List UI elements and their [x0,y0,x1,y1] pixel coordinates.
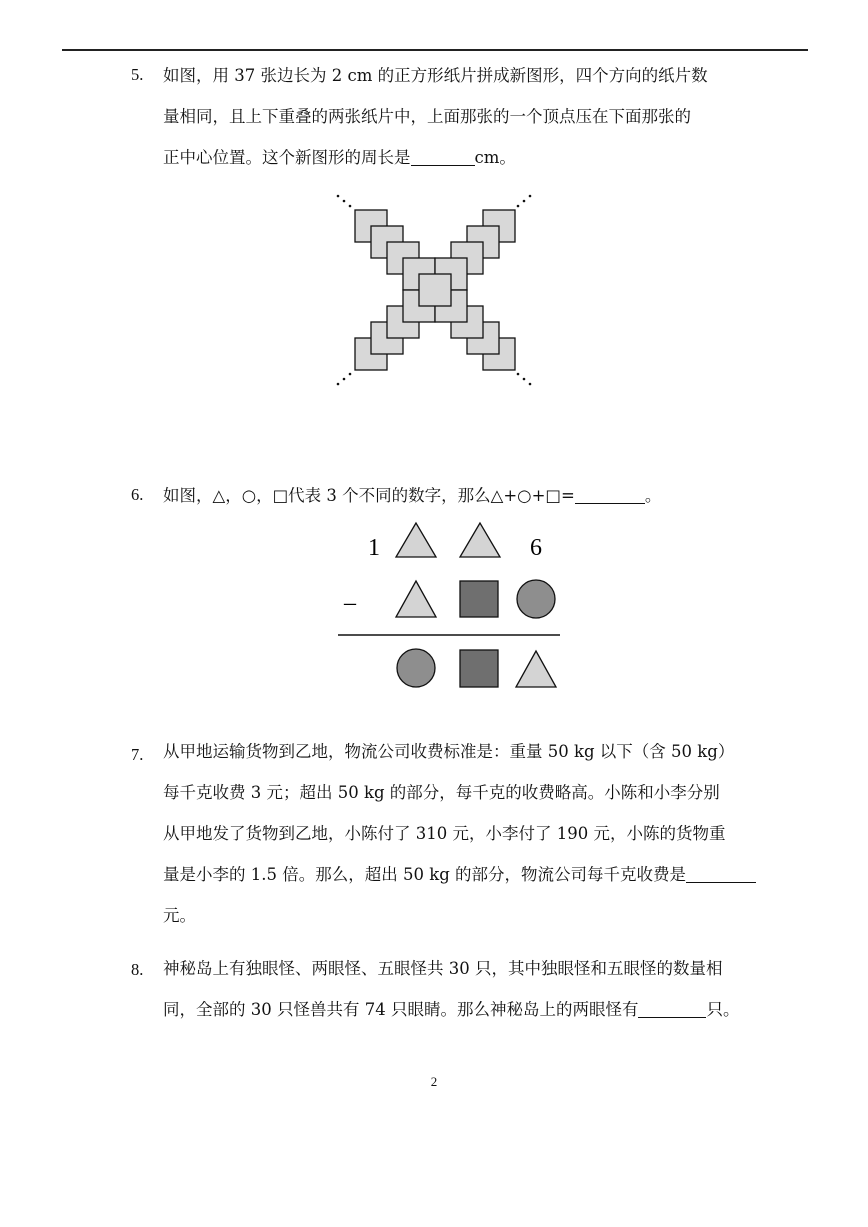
triangle-icon [460,523,500,557]
question-7-line-2: 每千克收费 3 元；超出 50 kg 的部分，每千克的收费略高。小陈和小李分别 [163,783,720,802]
square-icon [460,650,498,687]
question-5-text [163,55,763,178]
digit-1: 1 [368,535,380,561]
subtraction-puzzle-figure [330,515,570,695]
question-5-line-3: 正中心位置。这个新图形的周长是 cm。 [163,148,516,167]
x-shaped-square-figure [330,188,540,393]
triangle-icon [516,651,556,687]
question-7-number: 7. [131,745,144,764]
question-6-number: 6. [131,485,144,504]
answer-blank[interactable] [575,487,645,505]
question-8-line-1: 神秘岛上有独眼怪、两眼怪、五眼怪共 30 只，其中独眼怪和五眼怪的数量相 [163,959,723,978]
question-5-number: 5. [131,65,144,84]
square-icon [460,581,498,617]
answer-blank[interactable] [411,149,475,167]
question-8-text [163,948,763,1030]
digit-6: 6 [530,535,542,561]
answer-blank[interactable] [638,1001,706,1019]
question-7-line-5: 元。 [163,906,196,925]
minus-sign: – [344,590,356,616]
header-rule [62,49,808,51]
question-7-line-1: 从甲地运输货物到乙地，物流公司收费标准是：重量 50 kg 以下（含 50 kg） [163,742,735,761]
question-7-line-3: 从甲地发了货物到乙地，小陈付了 310 元，小李付了 190 元，小陈的货物重 [163,824,726,843]
circle-icon [517,580,555,618]
triangle-icon [396,523,436,557]
circle-icon [397,649,435,687]
question-7-text [163,731,763,936]
question-8-line-2: 同，全部的 30 只怪兽共有 74 只眼睛。那么神秘岛上的两眼怪有 只。 [163,1000,740,1019]
page-number: 2 [430,1074,438,1089]
question-6-text [163,475,763,516]
question-5-line-2: 量相同，且上下重叠的两张纸片中，上面那张的一个顶点压在下面那张的 [163,107,691,126]
triangle-icon [396,581,436,617]
question-5-line-1: 如图，用 37 张边长为 2 cm 的正方形纸片拼成新图形，四个方向的纸片数 [163,66,708,85]
question-8-number: 8. [131,960,144,979]
question-6-line-1: 如图，△，○，□代表 3 个不同的数字，那么△+○+□= 。 [163,486,662,505]
question-7-line-4: 量是小李的 1.5 倍。那么，超出 50 kg 的部分，物流公司每千克收费是 [163,854,763,895]
answer-blank[interactable] [686,866,756,884]
tile-group [355,210,515,370]
paper-square-tile [419,274,451,306]
